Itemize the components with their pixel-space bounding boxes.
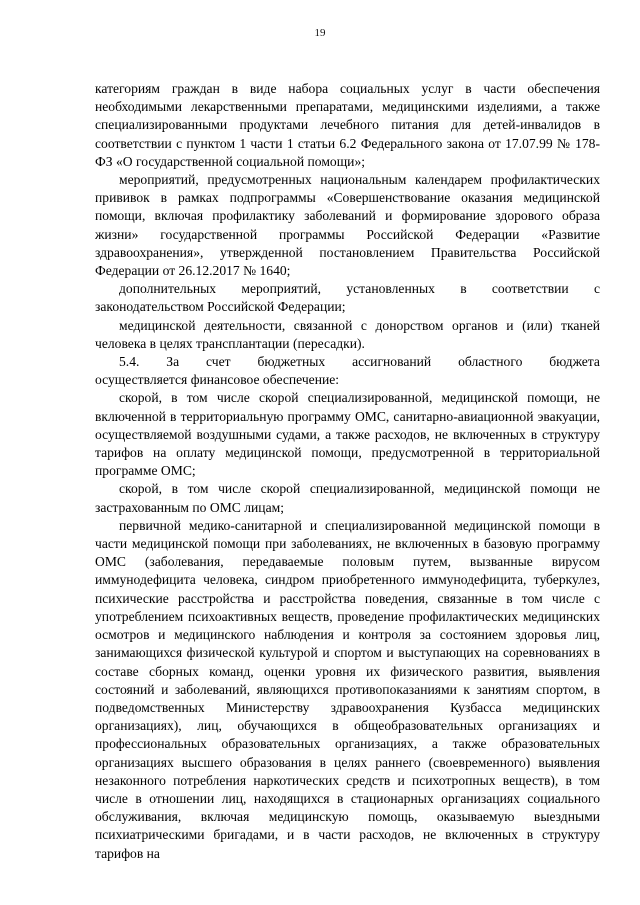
section-word: За <box>166 354 180 370</box>
section-word: бюджетных <box>257 354 326 370</box>
paragraph-additional-measures: дополнительных мероприятий, установленных в соответствии с законодательством Российской Федерации; <box>95 281 600 315</box>
paragraph-organ-donation: медицинской деятельности, связанной с донорством органов и (или) тканей человека в целях трансплантации (пересадки). <box>95 317 600 351</box>
section-5-4-heading <box>95 353 600 371</box>
section-word: бюджета <box>549 354 600 370</box>
section-word: областного <box>458 354 523 370</box>
section-word: ассигнований <box>352 354 432 370</box>
paragraph-vaccination-calendar: мероприятий, предусмотренных национальным календарем профилактических прививок в рамках подпрограммы «Совершенствование оказания медицинской помощи, включая профилактику заболеваний и формирование здорового образа жизни» государственной программы Российской Федерации «Развитие здравоохранения», утвержденной постановлением Правительства Российской Федерации от 26.12.2017 № 1640; <box>95 172 600 279</box>
paragraph-uninsured-ambulance: скорой, в том числе скорой специализированной, медицинской помощи не застрахованным по ОМС лицам; <box>95 481 600 515</box>
section-word: счет <box>206 354 231 370</box>
paragraph-primary-specialized-care: первичной медико-санитарной и специализированной медицинской помощи в части медицинской помощи при заболеваниях, не включенных в базовую программу ОМС (заболевания, передаваемые половым путем, вызванные вирусом иммунодефицита человека, синдром приобретенного иммунодефицита, туберкулез, психические расстройства и расстройства поведения, связанные в том числе с употреблением психоактивных веществ, проведение профилактических медицинских осмотров и медицинского наблюдения и контроля за состоянием здоровья лиц, занимающихся физической культурой и спортом и выступающих на соревнованиях в составе сборных команд, оценки уровня их физического развития, выявления состояний и заболеваний, являющихся противопоказаниями к занятиям спортом, в подведомственных Министерству здравоохранения Кузбасса медицинских организациях), лиц, обучающихся в общеобразовательных организациях и профессиональных образовательных организациях, а также образовательных организациях высшего образования в целях раннего (своевременного) выявления незаконного потребления наркотических средств и психотропных веществ), в том числе в отношении лиц, находящихся в стационарных организациях социального обслуживания, включая медицинскую помощь, оказываемую выездными психиатрическими бригадами, и в части расходов, не включенных в структуру тарифов на <box>95 517 600 861</box>
page-number: 19 <box>314 27 326 39</box>
section-number: 5.4. <box>119 354 140 370</box>
section-5-4-continuation: осуществляется финансовое обеспечение: <box>95 372 340 388</box>
document-body <box>95 80 600 863</box>
paragraph-ambulance-care: скорой, в том числе скорой специализированной, медицинской помощи, не включенной в территориальную программу ОМС, санитарно-авиационной эвакуации, осуществляемой воздушными судами, а также расходов, не включенных в структуру тарифов на оплату медицинской помощи, предусмотренной в территориальной программе ОМС; <box>95 390 600 479</box>
paragraph-citizens-categories: категориям граждан в виде набора социальных услуг в части обеспечения необходимыми лекарственными препаратами, медицинскими изделиями, а также специализированными продуктами лечебного питания для детей-инвалидов в соответствии с пунктом 1 части 1 статьи 6.2 Федерального закона от 17.07.99 № 178-ФЗ «О государственной социальной помощи»; <box>95 81 600 169</box>
